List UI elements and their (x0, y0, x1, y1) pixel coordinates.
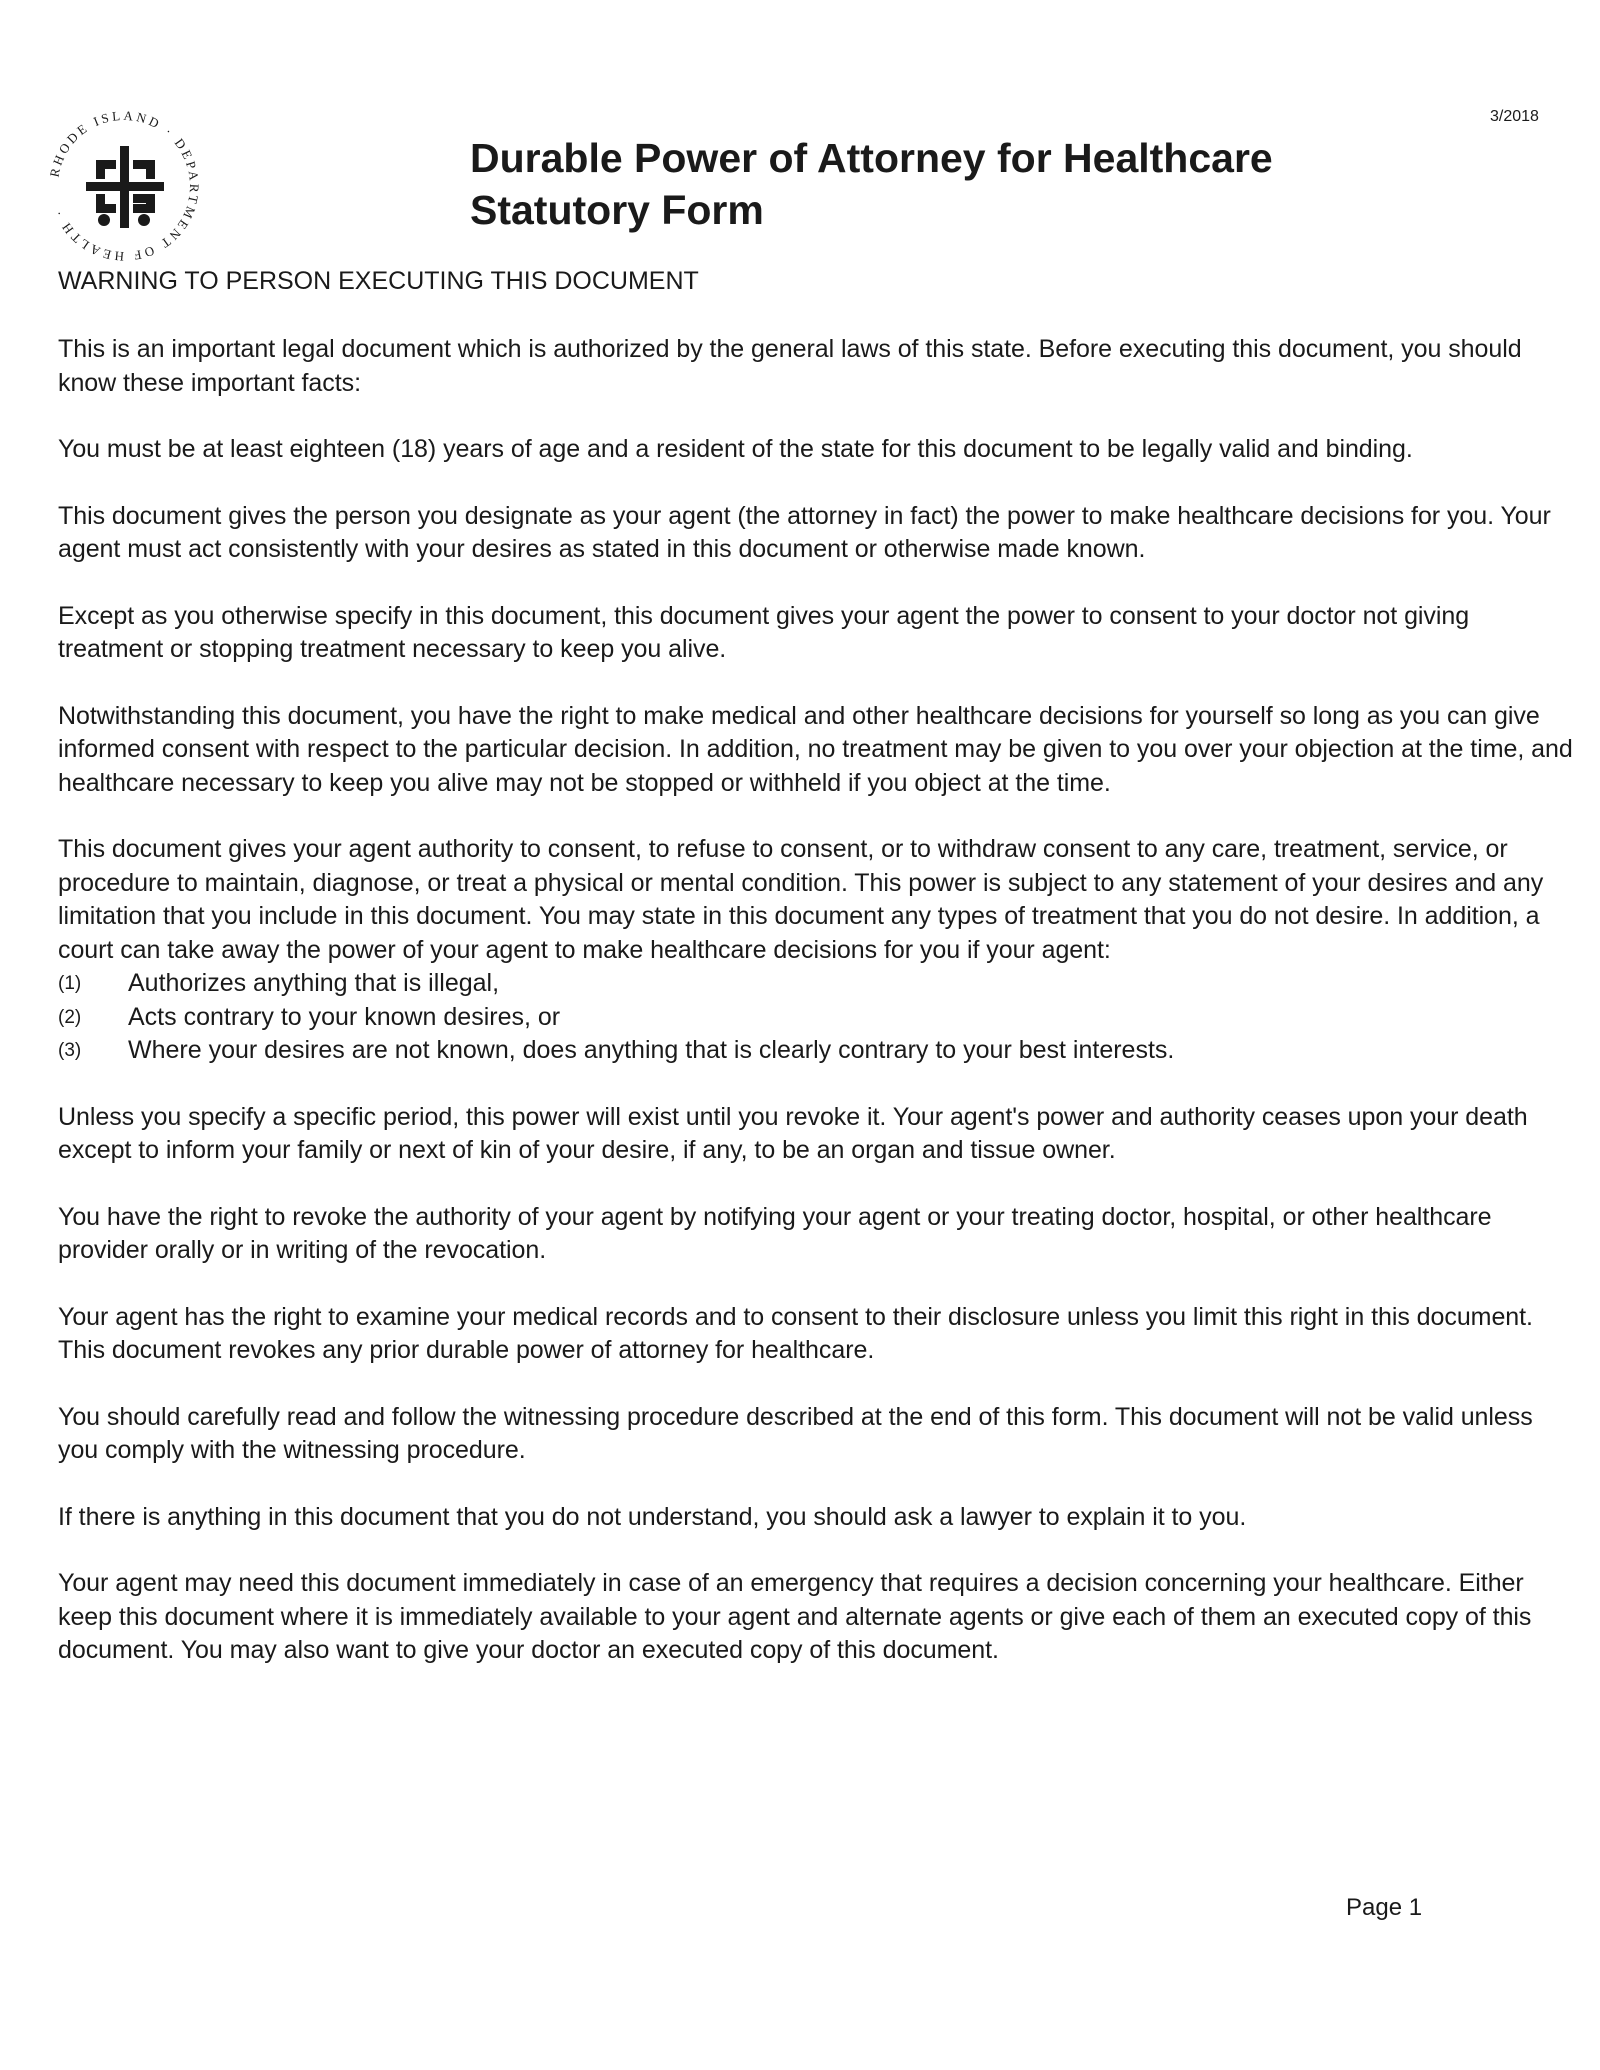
warning-heading: WARNING TO PERSON EXECUTING THIS DOCUMENT (58, 267, 699, 295)
paragraph-revocation: You have the right to revoke the authority of your agent by notifying your agent or your treating doctor, hospital, or other healthcare provider orally or in writing of the revocation. (58, 1202, 1492, 1264)
paragraph-consent-treatment: Except as you otherwise specify in this document, this document gives your agent the power to consent to your doctor not giving treatment or stopping treatment necessary to keep you alive. (58, 601, 1470, 663)
paragraph-witnessing: You should carefully read and follow the witnessing procedure described at the end of this form. This document will not be valid unless you comply with the witnessing procedure. (58, 1402, 1533, 1464)
paragraph-emergency-copy: Your agent may need this document immediately in case of an emergency that requires a decision concerning your healthcare. Either keep this document where it is immediately available to your agent and alternate agents or give each of them an executed copy of this document. You may also want to give your doctor an executed copy of this document. (58, 1569, 1532, 1664)
paragraph-intro: This is an important legal document which is authorized by the general laws of this state. Before executing this document, you should know these important facts: (58, 335, 1522, 397)
list-item-text: Authorizes anything that is illegal, (128, 969, 500, 997)
form-revision-date: 3/2018 (1490, 108, 1539, 125)
list-item-text: Acts contrary to your known desires, or (128, 1002, 561, 1031)
list-item (58, 967, 1578, 1001)
list-item-text: Where your desires are not known, does anything that is clearly contrary to your best interests. (128, 1036, 1175, 1064)
paragraph-age-requirement: You must be at least eighteen (18) years of age and a resident of the state for this document to be legally valid and binding. (58, 435, 1413, 463)
paragraph-ask-lawyer: If there is anything in this document that you do not understand, you should ask a lawyer to explain it to you. (58, 1502, 1247, 1531)
paragraph-duration: Unless you specify a specific period, this power will exist until you revoke it. Your agent's power and authority ceases upon your death except to inform your family or next of kin of your desire, if any, to be an organ and tissue owner. (58, 1102, 1528, 1164)
page-title (470, 132, 1273, 236)
list-item (58, 1034, 1578, 1068)
list-item (58, 1001, 1578, 1035)
department-of-health-seal (40, 102, 208, 270)
court-conditions-list (58, 967, 1578, 1068)
paragraph-agent-power: This document gives the person you designate as your agent (the attorney in fact) the power to make healthcare decisions for you. Your agent must act consistently with your desires as stated in this document or otherwise made known. (58, 501, 1551, 563)
svg-text:RHODE ISLAND · DEPARTMENT OF H: RHODE ISLAND · DEPARTMENT OF HEALTH · (46, 107, 203, 265)
list-item-number: (3) (58, 1040, 82, 1061)
page-number: Page 1 (1346, 1894, 1423, 1921)
list-item-number: (1) (58, 973, 82, 994)
paragraph-medical-records: Your agent has the right to examine your medical records and to consent to their disclosure unless you limit this right in this document. This document revokes any prior durable power of attorney for healthcare. (58, 1302, 1533, 1364)
title-line-1: Durable Power of Attorney for Healthcare (470, 135, 1273, 181)
title-line-2: Statutory Form (470, 187, 764, 233)
list-item-number: (2) (58, 1006, 82, 1028)
paragraph-agent-authority: This document gives your agent authority to consent, to refuse to consent, or to withdraw consent to any care, treatment, service, or procedure to maintain, diagnose, or treat a physical or mental condition. This power is subject to any statement of your desires and any limitation that you include in this document. You may state in this document any types of treatment that you do not desire. In addition, a court can take away the power of your agent to make healthcare decisions for you if your agent: (58, 835, 1544, 964)
paragraph-right-to-decide: Notwithstanding this document, you have the right to make medical and other healthcare decisions for yourself so long as you can give informed consent with respect to the particular decision. In addition, no treatment may be given to you over your objection at the time, and healthcare necessary to keep you alive may not be stopped or withheld if you object at the time. (58, 701, 1573, 797)
seal-icon (40, 102, 208, 270)
document-body (58, 333, 1578, 1701)
